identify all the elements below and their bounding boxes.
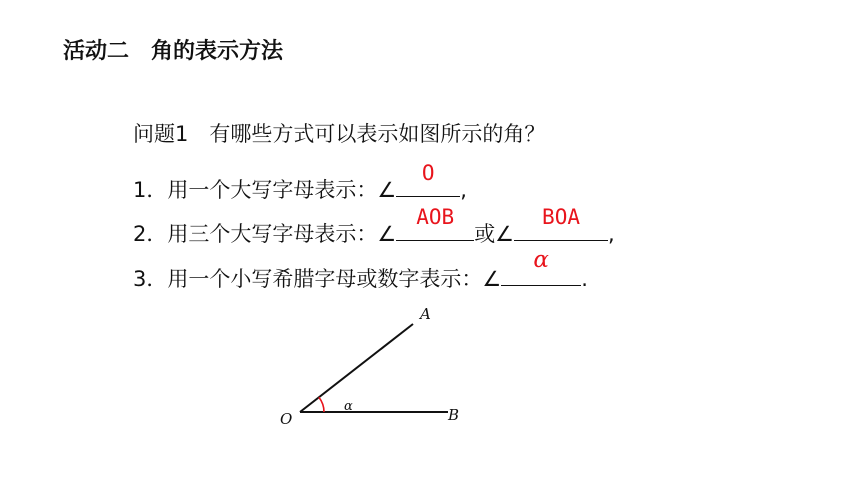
item-2-blank-1 (396, 205, 474, 241)
item-1-suffix: , (460, 178, 467, 202)
item-1-answer: O (421, 161, 435, 185)
item-1 (133, 161, 467, 205)
label-vertex-o: O (280, 410, 293, 428)
item-3 (133, 247, 588, 294)
item-3-answer: α (533, 247, 549, 273)
item-3-text: 3．用一个小写希腊字母或数字表示：∠ (133, 267, 502, 291)
item-2-blank-2 (514, 205, 608, 241)
question-prompt: 问题1 有哪些方式可以表示如图所示的角？ (133, 122, 546, 146)
item-3-suffix: . (581, 267, 588, 291)
angle-diagram (270, 300, 480, 440)
item-2-answer-1: AOB (416, 205, 455, 229)
section-title: 活动二 角的表示方法 (63, 39, 284, 64)
item-2 (133, 205, 615, 249)
item-2-answer-2: BOA (542, 205, 580, 229)
ray-oa (300, 324, 413, 412)
angle-arc (319, 397, 324, 412)
item-1-text: 1．用一个大写字母表示：∠ (133, 178, 397, 202)
item-2-text: 2．用三个大写字母表示：∠ (133, 222, 397, 246)
item-1-blank (396, 161, 460, 197)
label-angle-alpha: α (344, 399, 353, 414)
label-point-a: A (420, 305, 431, 323)
label-point-b: B (448, 406, 460, 424)
item-2-connector: 或∠ (474, 222, 515, 246)
item-2-suffix: , (608, 222, 615, 246)
item-3-blank (501, 247, 581, 286)
